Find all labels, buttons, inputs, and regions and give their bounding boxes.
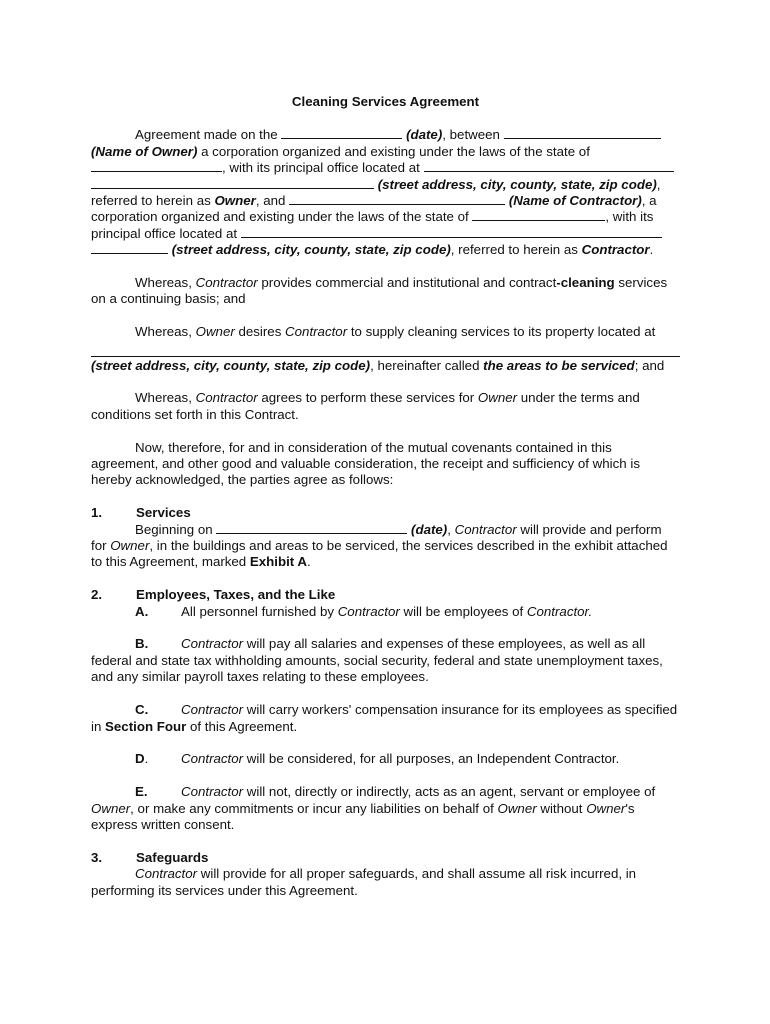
whereas-text: agrees to perform these services for [257,390,478,406]
section-number: 3. [91,849,103,865]
intro-paragraph [91,127,680,258]
item-letter-dot: . [144,751,149,767]
item-text: , or make any commitments or incur any liabilities on behalf of [130,800,498,816]
item-letter-char: D [135,751,145,767]
contractor-term: Contractor [135,866,198,882]
address-placeholder: (street address, city, county, state, zip code) [91,357,371,373]
contractor-term: Contractor [181,702,244,718]
section-2-item-e [91,784,680,833]
whereas-paragraph-2-cont [91,358,680,374]
section-2-item-d [91,751,680,767]
section-text: , in the buildings and areas to be serviced, the services described in the exhibit attached to this Agreement, marked [91,538,668,570]
section-text: will provide for all proper safeguards, and shall assume all risk incurred, in performing its services under this Agreement. [91,866,637,898]
section-1-body [91,522,680,571]
section-number: 1. [91,505,103,521]
owner-term: Owner [497,800,537,816]
intro-text: , and [255,193,290,209]
item-text: All personnel furnished by [181,603,338,619]
whereas-text: provides commercial and institutional and contract [257,275,557,291]
owner-term: Owner [91,800,131,816]
section-text: Beginning on [135,521,217,537]
contractor-term: Contractor [581,242,650,258]
item-letter: E. [135,784,148,800]
item-text: will pay all salaries and expenses of these employees, as well as all federal and state tax withholding amounts, social security, federal and state unemployment taxes, and any similar payroll taxes relating to these employees. [91,636,663,685]
item-text: will be employees of [399,603,527,619]
date-blank [216,522,407,534]
contractor-term: Contractor [181,784,244,800]
whereas-paragraph-2 [91,324,680,340]
item-letter [135,751,181,767]
item-text: of this Agreement. [186,718,298,734]
address-blank [241,226,662,238]
item-text: will carry workers' compensation insurance for its employees as specified in [91,702,678,734]
whereas-text: services on a continuing basis; and [91,275,668,307]
whereas-paragraph-1 [91,275,680,308]
contractor-name-placeholder: (Name of Contractor) [508,193,642,209]
whereas-text: Whereas, [135,324,196,340]
intro-text: a corporation organized and existing under the laws of the state of [197,143,590,159]
section-text: , [447,521,455,537]
intro-text: , referred to herein as [450,242,582,258]
owner-term: Owner [195,324,235,340]
address-placeholder: (street address, city, county, state, zip code) [377,176,657,192]
state-blank [91,160,222,172]
intro-text: referred to herein as [91,193,215,209]
address-blank [91,177,374,189]
intro-text: , with its principal office located at [222,160,424,176]
property-address-blank [91,341,680,357]
document-title: Cleaning Services Agreement [291,94,480,109]
item-letter: A. [135,603,149,619]
item-text: 's express written consent. [91,800,635,832]
owner-term: Owner [586,800,626,816]
section-1-heading [91,505,680,521]
item-text: will not, directly or indirectly, acts as an agent, servant or employee of [243,784,656,800]
now-therefore-paragraph: Now, therefore, for and in consideration of the mutual covenants contained in this agreement, and other good and valuable consideration, the receipt and sufficiency of which is hereby acknowledged, the parties agree as follows: [91,439,640,488]
owner-term: Owner [477,390,518,406]
section-text: will provide and perform for [91,521,662,554]
intro-text: , [656,176,661,192]
contractor-blank [289,193,505,205]
section-3-heading [91,850,680,866]
address-blank [424,160,674,172]
contractor-term: Contractor [454,521,517,537]
owner-term: Owner [214,193,256,209]
section-number: 2. [91,587,103,603]
areas-term: the areas to be serviced [483,357,635,373]
date-placeholder: (date) [406,127,443,143]
item-letter: B. [135,636,149,652]
section-2-item-c [91,702,680,735]
item-text: will be considered, for all purposes, an Independent Contractor. [243,751,620,767]
intro-text: , with its principal office located at [91,209,654,241]
section-2-item-a [91,604,680,620]
contractor-term: Contractor [195,390,258,406]
whereas-text: under the terms and conditions set forth in this Contract. [91,390,640,422]
whereas-text: , hereinafter called [370,357,484,373]
contractor-term: Contractor. [526,603,593,619]
date-placeholder: (date) [411,521,448,537]
whereas-text: to supply cleaning services to its property located at [347,324,656,340]
intro-text: . [649,242,654,258]
intro-text: , a corporation organized and existing under the laws of the state of [91,193,657,225]
whereas-paragraph-3 [91,390,680,423]
whereas-text: ; and [634,357,665,373]
exhibit-reference: Exhibit A [249,554,308,570]
owner-name-placeholder: (Name of Owner) [91,143,198,159]
item-letter: C. [135,702,149,718]
section-2-heading [91,587,680,603]
section-title: Safeguards [136,849,209,865]
state-blank [472,209,605,221]
contractor-term: Contractor [285,324,348,340]
date-blank [281,127,402,139]
contractor-term: Contractor [337,603,400,619]
section-3-body [91,866,680,899]
item-text: without [536,800,587,816]
whereas-text: Whereas, [135,275,196,291]
cleaning-emphasis: -cleaning [556,275,615,291]
address-blank [91,242,168,254]
address-placeholder: (street address, city, county, state, zip code) [171,242,451,258]
owner-blank [504,127,661,139]
section-2-item-b [91,636,680,685]
section-text: . [307,554,311,570]
section-title: Employees, Taxes, and the Like [136,587,336,603]
owner-term: Owner [110,538,150,554]
intro-text: , between [442,127,504,143]
intro-text: Agreement made on the [135,127,282,143]
contractor-term: Contractor [181,636,244,652]
section-title: Services [136,505,191,521]
whereas-text: Whereas, [135,390,196,406]
contractor-term: Contractor [181,751,244,767]
whereas-text: desires [234,324,286,340]
section-reference: Section Four [105,718,187,734]
contractor-term: Contractor [195,275,258,291]
